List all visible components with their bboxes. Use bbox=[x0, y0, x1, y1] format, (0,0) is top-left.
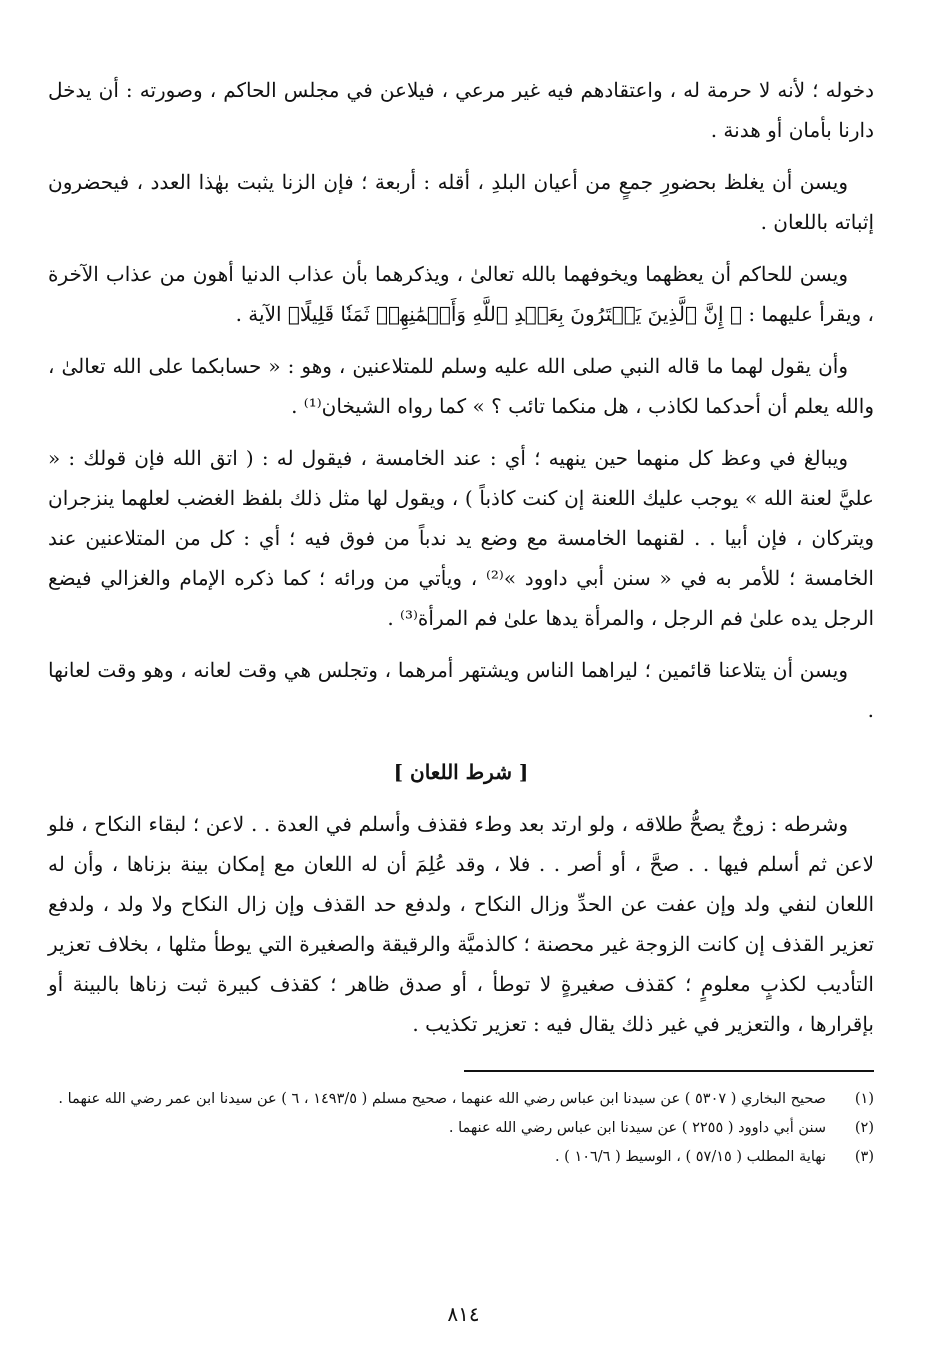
body-paragraph: وأن يقول لهما ما قاله النبي صلى الله عليه وسلم للمتلاعنين ، وهو : « حسابكما على الله تعالىٰ ، والله يعلم أن أحدكما لكاذب ، هل منكما تائب ؟ » كما رواه الشيخان⁽¹⁾ . bbox=[48, 354, 874, 418]
body-paragraph: دخوله ؛ لأنه لا حرمة له ، واعتقادهم فيه غير مرعي ، فيلاعن في مجلس الحاكم ، وصورته : أن يدخل دارنا بأمان أو هدنة . bbox=[48, 78, 874, 142]
footnote-divider bbox=[464, 1070, 874, 1072]
body-paragraph: ويسن أن يغلظ بحضورِ جمعٍ من أعيان البلدِ ، أقله : أربعة ؛ فإن الزنا يثبت بهٰذا العدد ، فيحضرون إثباته باللعان . bbox=[48, 170, 874, 234]
section-paragraph: وشرطه : زوجٌ يصحُّ طلاقه ، ولو ارتد بعد وطء فقذف وأسلم في العدة . . لاعن ؛ لبقاء النكاح ، فلو لاعن ثم أسلم فيها . . صحَّ ، أو أصر . . فلا ، وقد عُلِمَ أن له اللعان مع إمكان بينة بزناها ، وأن له اللعان لنفي ولد وإن عفت عن الحدِّ وزال النكاح ، ولدفع حد القذف وإن زال النكاح ولا ولد ، ولدفع تعزير القذف إن كانت الزوجة غير محصنة ؛ كالذميَّة والرقيقة والصغيرة التي يوطأ مثلها ، بخلاف تعزير التأديب لكذبٍ معلومٍ ؛ كقذف صغيرةٍ لا توطأ ، أو صدق ظاهر ؛ كقذف كبيرة ثبت زناها بالبينة أو بإقرارها ، والتعزير في غير ذلك يقال فيه : تعزير تكذيب . bbox=[48, 812, 874, 1036]
body-paragraph: ويسن للحاكم أن يعظهما ويخوفهما بالله تعالىٰ ، ويذكرهما بأن عذاب الدنيا أهون من عذاب الآخرة ، ويقرأ عليهما : ﴿ إِنَّ ٱلَّذِينَ يَشۡتَرُونَ بِعَهۡدِ ٱللَّهِ وَأَيۡمَٰنِهِمۡ ثَمَنٗا قَلِيلًا﴾ الآية . bbox=[48, 262, 874, 326]
footnote-number: (٣) bbox=[854, 1149, 874, 1165]
footnote-number: (١) bbox=[854, 1091, 874, 1107]
footnotes bbox=[48, 1086, 874, 1170]
section-heading: [ شرط اللعان ] bbox=[393, 760, 529, 784]
footnote-text: سنن أبي داوود ( ٢٢٥٥ ) عن سيدنا ابن عباس رضي الله عنهما . bbox=[448, 1120, 826, 1136]
body-paragraph: ويسن أن يتلاعنا قائمين ؛ ليراهما الناس ويشتهر أمرهما ، وتجلس هي وقت لعانه ، وهو وقت لعانها . bbox=[48, 658, 874, 722]
body-paragraph: ويبالغ في وعظ كل منهما حين ينهيه ؛ أي : عند الخامسة ، فيقول له : ( اتق الله فإن قولك : « عليَّ لعنة الله » يوجب عليك اللعنة إن كنت كاذباً ) ، ويقول لها مثل ذلك بلفظ الغضب لعلهما ينزجران ويتركان ، فإن أبيا . . لقنهما الخامسة مع وضع يد ندباً من فوق فيه ؛ أي : كل من المتلاعنين عند الخامسة ؛ للأمر به في « سنن أبي داوود »⁽²⁾ ، ويأتي من ورائه ؛ كما ذكره الإمام والغزالي فيضع الرجل يده علىٰ فم الرجل ، والمرأة يدها علىٰ فم المرأة⁽³⁾ . bbox=[48, 446, 874, 630]
footnote-text: صحيح البخاري ( ٥٣٠٧ ) عن سيدنا ابن عباس رضي الله عنهما ، صحيح مسلم ( ١٤٩٣/٥ ، ٦ ) عن سيدنا ابن عمر رضي الله عنهما . bbox=[58, 1091, 826, 1107]
footnote bbox=[48, 1086, 874, 1112]
footnote bbox=[48, 1115, 874, 1141]
footnote-number: (٢) bbox=[854, 1120, 874, 1136]
page-content bbox=[48, 70, 874, 1173]
page-number: ٨١٤ bbox=[447, 1302, 480, 1326]
footnote bbox=[48, 1144, 874, 1170]
footnote-text: نهاية المطلب ( ٥٧/١٥ ) ، الوسيط ( ١٠٦/٦ ) . bbox=[554, 1149, 826, 1165]
